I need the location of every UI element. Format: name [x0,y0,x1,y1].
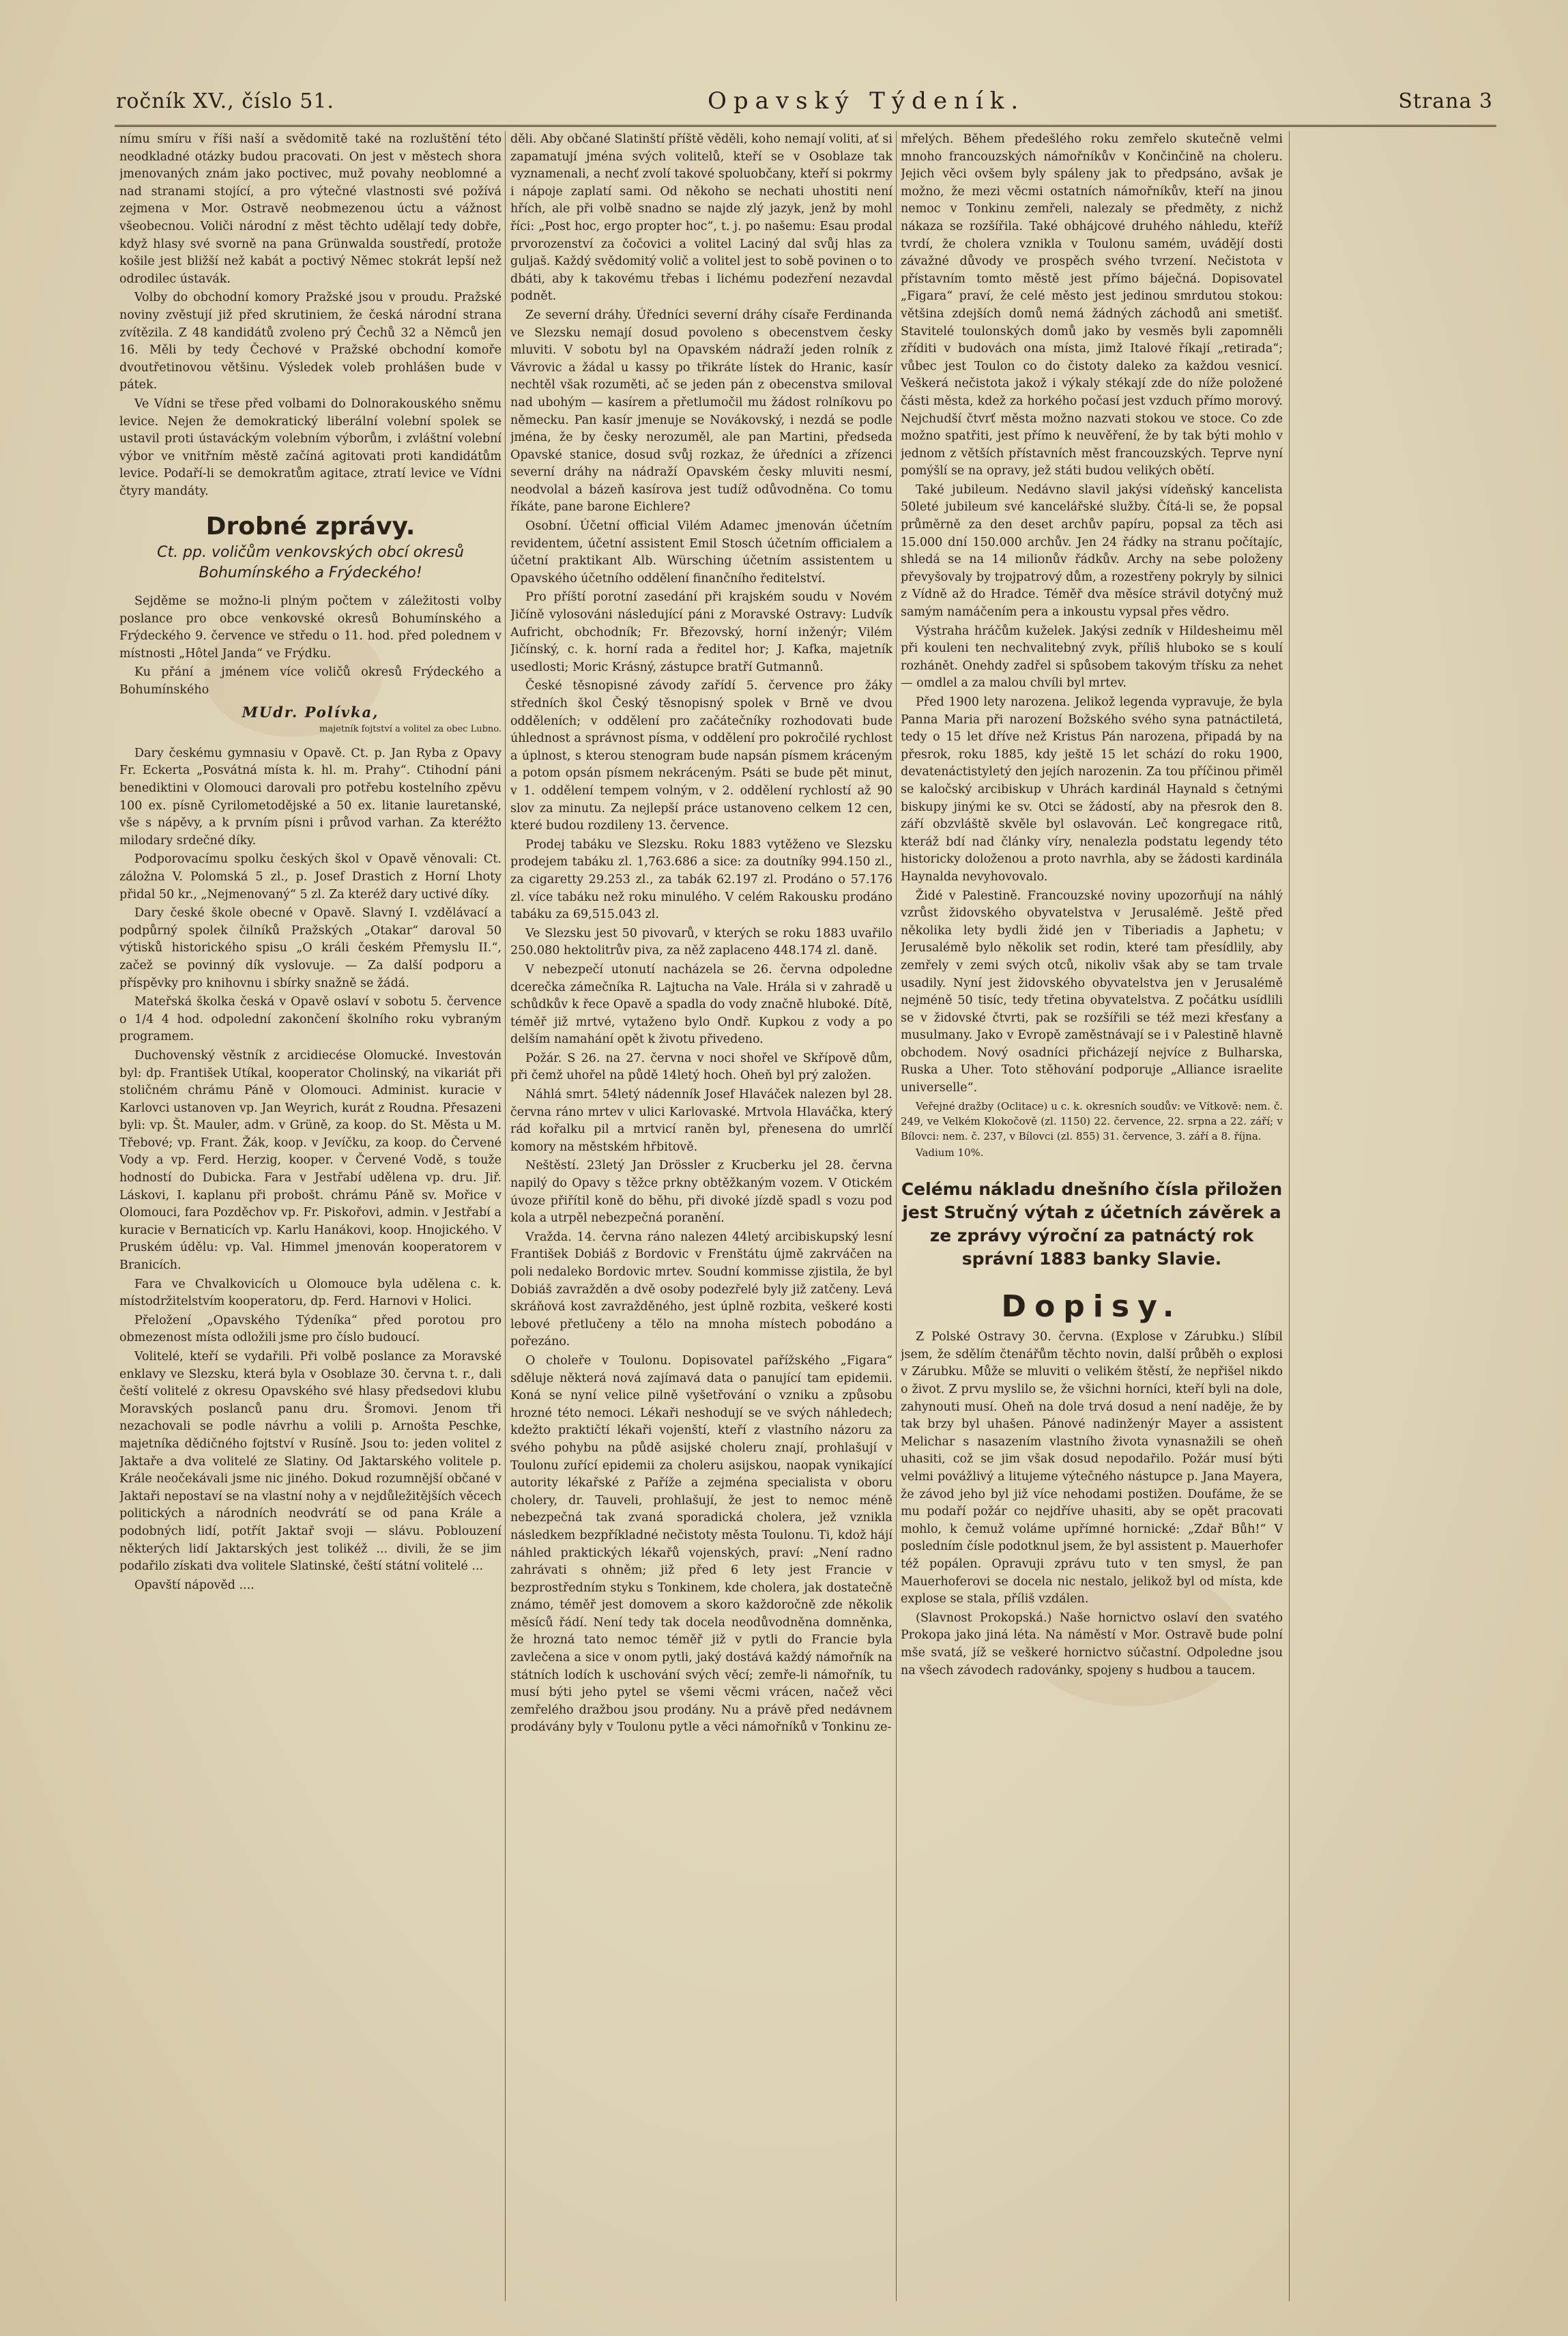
article-paragraph: Výstraha hráčům kuželek. Jakýsi zedník v Hildesheimu měl při kouleni ten nechvalitebný zvyk, příliš hluboko se s koulí rozhánět. Onehdy zadřel si spůsobem takovým třísku za nehet — omdlel a za malou chvíli byl mrtev. [901,624,1283,691]
article-paragraph: Přeložení „Opavského Týdeníka“ před porotou pro obmezenost místa odložili jsme pro číslo budoucí. [119,1313,502,1345]
signature-note: majetník fojtství a volitel za obec Lubno. [319,724,502,735]
page-header [116,81,1493,121]
article-paragraph: Sejděme se možno-li plným počtem v záležitosti volby poslance pro obce venkovské okresů Bohumínského a Frýdeckého 9. července ve středu o 11. hod. před polednem v místnosti „Hôtel Janda“ ve Frýdku. [119,594,502,661]
article-paragraph: Dary českému gymnasiu v Opavě. Ct. p. Jan Ryba z Opavy Fr. Eckerta „Posvátná místa k. hl. m. Prahy“. Ctihodní páni benediktini v Olomouci darovali pro potřebu kostelního zpěvu 100 ex. písně Cyrilometodějské a 50 ex. litanie lauretanské, vše s nápěvy, a k prvním písni i průvod varhan. Za kteréžto milodary srdečné díky. [119,746,502,848]
article-paragraph: Pro příští porotní zasedání při krajském soudu v Novém Jičíně vylosováni následující páni z Moravské Ostravy: Ludvík Aufricht, obchodník; Fr. Březovský, horní inženýr; Vilém Jičínský, c. k. horní rada a ředitel hor; J. Kafka, majetník usedlosti; Moric Krásný, zástupce bratří Gutmannů. [510,590,892,674]
article-paragraph: Ze severní dráhy. Úředníci severní dráhy císaře Ferdinanda ve Slezsku nemají dosud povoleno s obecenstvem česky mluviti. V sobotu byl na Opavském nádraží jeden rolník z Vávrovic a žádal u kassy po třikráte lístek do Hranic, kasír nechtěl však rozuměti, ač se jeden pán z obecenstva smiloval nad ubohým — kasírem a přetlumočil mu žádost rolníkovu po německu. Pan kasír jmenuje se Novákovský, i nezdá se podle jména, že by česky nerozuměl, ale pan Martini, předseda Opavské stanice, dosud svůj rozkaz, že úředníci a zřízenci severní dráhy na nádraží Opavském česky mluviti nesmí, neodvolal a bázeň kasírova jest tudíž odůvodněna. Co tomu říkáte, pane barone Eichlere? [510,308,892,515]
newspaper-title: Opavský Týdeník. [708,87,1026,115]
article-paragraph: Duchovenský věstník z arcidiecése Olomucké. Investován byl: dp. František Utíkal, kooperator Cholinský, na vikariát při stoličném chrámu Páně v Olomouci. Administ. kuracie v Karlovci ustanoven vp. Jan Weyrich, kurát z Roudna. Přesazeni byli: vp. Št. Mauler, adm. v Grüně, za koop. do St. Města u M. Třebové; vp. Frant. Žák, koop. v Jevíčku, za koop. do Červené Vody a vp. Ferd. Herzig, kooper. v Červené Vodě, s touže hodností do Dubicka. Fara v Jestřabí udělena vp. dru. Jiř. Láskovi, I. kaplanu při probošt. chrámu Páně sv. Mořice v Olomouci, fara Pozděchov vp. Fr. Piskořovi, admin. v Jestřabí a kuracie v Bernaticích vp. Karlu Hanákovi, koop. Hnojického. V Pruském údělu: vp. Val. Himmel jmenován kooperatorem v Branicích. [119,1048,502,1273]
column-2 [510,131,892,2315]
article-paragraph: Také jubileum. Nedávno slavil jakýsi vídeňský kancelista 50leté jubileum své kancelářské služby. Čítá-li se, že popsal průměrně za den deset archův papíru, popsal za těch asi 15.000 dní 150.000 archův. Jen 24 řádky na stranu počítajíc, shledá se na 14 milionův řádkův. Archy na sebe položeny převyšovaly by trojpatrový dům, a rozestřeny pokryly by silnici z Vídně až do Hradce. Téměř dva měsíce strávil dotyčný muž samým namáčením pera a inkoustu vypsal přes vědro. [901,482,1283,620]
article-paragraph: Prodej tabáku ve Slezsku. Roku 1883 vytěženo ve Slezsku prodejem tabáku zl. 1,763.686 a sice: za doutníky 994.150 zl., za cigaretty 29.253 zl., za tabák 62.197 zl. Prodáno o 57.176 zl. více tabáku než roku minulého. V celém Rakousku prodáno tabáku za 69,515.043 zl. [510,837,892,922]
column-3 [901,131,1283,2315]
article-paragraph: Mateřská školka česká v Opavě oslaví v sobotu 5. července o 1/4 4 hod. odpolední zakončení školního roku vybraným programem. [119,995,502,1044]
article-paragraph: nímu smíru v říši naší a svědomitě také na rozluštění této neodkladné otázky budou pracovati. On jest v městech shora jmenovaných znám jako poctivec, muž povahy neoblomné a nad stranami stojící, a pro výtečné vlastnosti své požívá zejmena v Mor. Ostravě neobmezenou úctu a vážnost všeobecnou. Voliči národní z měst těchto udělají tedy dobře, když hlasy své svorně na pana Grünwalda soustředí, protože košile jest bližší než kabát a poctivý Němec stokrát lepší než odrodilec ústavák. [119,132,502,286]
page-number: Strana 3 [1398,89,1493,113]
column-divider [1289,131,1290,2301]
article-paragraph: Vražda. 14. června ráno nalezen 44letý arcibiskupský lesní František Dobiáš z Bordovic v Frenštátu újmě zakrváčen na poli nedaleko Bordovic mrtev. Soudní kommisse zjistila, že byl Dobiáš zavražděn a dvě osoby podezřelé byly již zatčeny. Levá skráňová kost zavražděného, jest úplně rozbita, veškeré kosti lebové přetlučeny a tělo na mnoha místech pobodáno a pořezáno. [510,1230,892,1349]
article-paragraph: Volitelé, kteří se vydařili. Při volbě poslance za Moravské enklavy ve Slezsku, která byla v Osoblaze 30. června t. r., dali čeští volitelé z okresu Opavského své hlasy předsedovi klubu Moravských poslanců panu dru. Šromovi. Jenom tři nezachovali se podle návrhu a volili p. Arnošta Peschke, majetníka dědičného fojtství v Rusíně. Jsou to: jeden volitel z Jaktaře a dva volitelé ze Slatiny. Od Jaktarského volitele p. Krále neočekávali jsme nic jiného. Dokud rozumnější občané v Jaktaři nepostaví se na vlastní nohy a v nejdůležitějších věcech politických a národních neodvrátí se od pana Krále a podobných lidí, potřít Jaktař svoji — slávu. Poblouzení některých lidí Jaktarských jest tolikéž ... divili, že se jim podařilo získati dva volitele Slatinské, čeští státní volitelé ... [119,1350,502,1574]
vadium-note: Vadium 10%. [916,1146,984,1159]
article-paragraph: Před 1900 lety narozena. Jelikož legenda vypravuje, že byla Panna Maria při narození Božského svého syna patnáctiletá, tedy o 15 let dříve než Kristus Pán narozena, připadá by na přesrok, roku 1885, kdy ještě 15 let schází do roku 1900, devatenáctistyletý den jejích narozenin. Za tou příčinou přiměl se kaločský arcibiskup v Uhrách kardinál Haynald s četnými biskupy jinými ke sv. Otci se žádostí, aby na přesrok den 8. září obzvláště skvěle byl oslavován. Leč kongregace ritů, kteráž bdí nad články víry, nenalezla podstatu legendy této historicky doloženou a proto navrhla, aby se žádosti kardinála Haynalda nevyhovovalo. [901,695,1283,884]
header-rule [115,125,1496,127]
article-paragraph: Ve Vídni se třese před volbami do Dolnorakouského sněmu levice. Nejen že demokratický liberální volební spolek se ustavil proti ústaváckým volebním výborům, i zvláštní volební výbor ve vnitřním městě začíná agitovati proti kandidátům levice. Podaří-li se demokratům agitace, ztratí levice ve Vídni čtyry mandáty. [119,396,502,498]
article-paragraph: Osobní. Účetní official Vilém Adamec jmenován účetním revidentem, účetní assistent Emil Stosch účetním officialem a účetní praktikant Alb. Würsching účetním assistentem u Opavského účetního oddělení finančního ředitelství. [510,519,892,586]
article-paragraph: České těsnopisné závody zařídí 5. července pro žáky středních škol Český těsnopisný spolek v Brně ve dvou odděleních; v oddělení pro začátečníky rozhodovati bude úhlednost a správnost písma, v oddělení pro pokročilé rychlost a úplnost, s kterou stenogram bude napsán písmem kráceným a potom opsán písmem nekráceným. Psáti se bude pět minut, v 1. oddělení tempem volným, v 2. oddělení rychlostí až 90 slov za minutu. Za nejlepší práce ustanoveno celkem 12 cen, které budou rozdileny 13. července. [510,679,892,833]
appeal-heading: Ct. pp. voličům venkovských obcí okresů Bohumínského a Frýdeckého! [157,544,464,582]
article-paragraph: mřelých. Během předešlého roku zemřelo skutečně velmi mnoho francouzských námořníkův v Končinčině na choleru. Jejich věci ovšem byly spáleny jak to předpsáno, avšak je možno, že mezi věcmi ostatních námořníkův, kteří na jinou nemoc v Tonkinu zemřeli, nalezaly se předměty, z nichž nákaza se rozšířila. Také obhájcové druhého náhledu, kteříž tvrdí, že cholera vznikla v Toulonu samém, uvádějí dosti závažné důvody ve prospěch svého tvrzení. Nečistota v přístavním tomto městě jest přímo báječná. Dopisovatel „Figara“ praví, že celé město jest jedinou smrdutou stokou: většina zdejších domů nemá žádných záchodů ani smetišť. Stavitelé toulonských domů jako by vesměs byli zapomněli zříditi v budovách ona místa, jimž Italové říkají „retirada“; vůbec jest Toulon co do čistoty daleko za každou vesnicí. Veškerá nečistota jakož i výkaly stékají zde do níže položené části města, kdež za horkého počasí jest vzduch přímo morový. Nejchudší čtvrť města možno nazvati stokou ve stoce. Co zde možno spatřiti, jest přímo k neuvěření, že by tak býti mohlo v jednom z větších přístavních měst francouzských. Teprve nyní pomýšlí se na opravy, jež státi budou velikých obětí. [901,132,1283,478]
signature: MUdr. Polívka, [242,703,379,721]
section-title: Dopisy. [1001,1288,1182,1324]
article-paragraph: Ku přání a jménem více voličů okresů Frýdeckého a Bohumínského [119,665,502,697]
article-paragraph: Náhlá smrt. 54letý nádenník Josef Hlaváček nalezen byl 28. června ráno mrtev v ulici Karlovaské. Mrtvola Hlaváčka, který rád kořalku pil a mrtvicí raněn byl, přenesena do umrlčí komory na městském hřbitově. [510,1088,892,1154]
article-paragraph: Židé v Palestině. Francouzské noviny upozorňují na náhlý vzrůst židovského obyvatelstva v Jerusalémě. Ještě před několika lety bydli židé jen v Tiberiadis a Japhetu; v Jerusalémě bylo několik set rodin, které tam přesídlily, aby zemřely v zemi svých otců, nikoliv však aby se tam trvale usadily. Nyní jest židovského obyvatelstva jen v Jerusalémě nejméně 50 tisíc, tedy třetina obyvatelstva. Z počátku usídlili se v židovské čtvrti, pak se rozšířili se též mezi křesťany a musulmany. Jako v Evropě zaměstnávají se i v Palestině hlavně obchodem. Nový osadníci přicházejí nejvíce z Bulharska, Ruska a Uher. Toto stěhování podporuje „Alliance israelite universelle“. [901,889,1283,1095]
auction-notice: Veřejné dražby (Oclitace) u c. k. okresních soudův: ve Vítkově: nem. č. 249, ve Velkém Klokočově (zl. 1150) 22. července, 22. srpna a 22. září; v Bílovci: nem. č. 237, v Bílovci (zl. 855) 31. července, 3. září a 8. října. [901,1099,1283,1142]
article-paragraph: Dary české škole obecné v Opavě. Slavný I. vzdělávací a podpůrný spolek čilníků Pražských „Otakar“ daroval 50 výtisků historického spisu „O králi českém Přemyslu II.“, začež se povinný dík vyslovuje. — Za další podporu a příspěvky pro knihovnu i sbírky snažně se žádá. [119,906,502,990]
article-paragraph: Opavští nápověd .... [134,1578,255,1592]
article-paragraph: (Slavnost Prokopská.) Naše hornictvo oslaví den svatého Prokopa jako jiná léta. Na náměstí v Mor. Ostravě bude polní mše svatá, jíž se veškeré hornictvo súčastní. Odpoledne jsou na všech závodech radovánky, spojeny s hudbou a taucem. [901,1611,1283,1677]
column-divider [896,131,897,2301]
article-paragraph: V nebezpečí utonutí nacházela se 26. června odpoledne dcerečka zámečníka R. Lajtucha na Vale. Hrála si v zahradě u schůdkův k řece Opavě a spadla do vody značně hluboké. Dítě, téměř již mrtvé, vytaženo bylo Ondř. Kupkou z vody a po delším namahání opět k životu přivedeno. [510,962,892,1047]
article-paragraph: Fara ve Chvalkovicích u Olomouce byla udělena c. k. místodržitelstvím kooperatoru, dp. Ferd. Harnovi v Holici. [119,1277,502,1309]
article-paragraph: Neštěstí. 23letý Jan Drössler z Krucberku jel 28. června napilý do Opavy s těžce prkny obtěžkaným vozem. V Otickém úvoze přiřítil koně do běhu, při divoké jízdě spadl s vozu pod kola a utrpěl nebezpečná poranění. [510,1159,892,1226]
article-paragraph: Požár. S 26. na 27. června v noci shořel ve Skřípově dům, při čemž uhořel na půdě 14letý hoch. Oheň byl prý založen. [510,1051,892,1083]
article-paragraph: Ve Slezsku jest 50 pivovarů, v kterých se roku 1883 uvařilo 250.080 hektolitrův piva, za něž zaplaceno 448.174 zl. daně. [510,926,892,958]
article-paragraph: Volby do obchodní komory Pražské jsou v proudu. Pražské noviny zvěstují již před skrutiniem, že česká národní strana zvítězila. Z 48 kandidátů zvoleno prý Čechů 32 a Němců jen 16. Měli by tedy Čechové v Pražské obchodní komoře dvoutřetinovou většinu. Výsledek voleb prohlášen bude v pátek. [119,291,502,392]
issue-label: ročník XV., číslo 51. [116,89,334,113]
column-divider [505,131,506,2301]
article-paragraph: děli. Aby občané Slatinští příště věděli, koho nemají voliti, ať si zapamatují jména svých volitelů, kteří se v Osoblaze tak vyznamenali, a nechť zvolí takové spoluobčany, kteří si pokrmy i nápoje zaplatí sami. Od někoho se nechati uhostiti není hřích, ale při volbě snadno se najde zlý jazyk, jenž by mohl říci: „Post hoc, ergo propter hoc“, t. j. po našemu: Esau prodal prvorozenství za čočovici a volitel Laciný dal svůj hlas za guljaš. Každý svědomitý volič a volitel jest to sobě povinen o to dbáti, aby k takovému třebas i lichému podezření nezavdal podnět. [510,132,892,304]
column-1 [119,131,502,2315]
article-paragraph: Z Polské Ostravy 30. června. (Explose v Zárubku.) Slíbil jsem, že sdělím čtenářům těchto novin, další průběh o explosi v Zárubku. Může se mluviti o velikém štěstí, že nepřišel nikdo o život. Z prvu myslilo se, že všichni horníci, kteří byli na dole, zahynouti musí. Oheň na dole trvá dosud a není naděje, že by tak brzy byl uhašen. Pánové nadinženýr Mayer a assistent Melichar s nasazením vlastního života vynasnažili se oheň uhasiti, což se jim však dosud nepodařilo. Požár musí býti velmi povážlivý a litujeme výtečného nástupce p. Jana Mayera, že závod jeho byl již více nehodami postižen. Doufáme, že se mu podaří požár co nejdříve uhasiti, aby se opět pracovati mohlo, k čemuž voláme upřímné hornické: „Zdař Bůh!“ V posledním čísle podotknul jsem, že byl assistent p. Mauerhofer též popálen. Opravuji zprávu tuto v ten smysl, že pan Mauerhoferovi se docela nic nestalo, jelikož byl od místa, kde explose se stala, příliš vzdálen. [901,1330,1283,1606]
supplement-notice: Celému nákladu dnešního čísla přiložen jest Stručný výtah z účetních závěrek a ze zprávy výroční za patnáctý rok správní 1883 banky Slavie. [901,1179,1283,1269]
article-paragraph: O choleře v Toulonu. Dopisovatel pařížského „Figara“ sděluje některá nová zajímavá data o panující tam epidemii. Koná se nyní velice pilně vyšetřování o vzniku a způsobu hrozné této nemoci. Lékaři neshodují se ve svých náhledech; kdežto praktičtí lékaři vojenští, kteří z vlastního názoru za svého pohybu na půdě asijské choleru znají, prohlašují v Toulonu zuřící epidemii za choleru asijskou, naopak vynikající autority lékařské z Paříže a zejména specialista v oboru cholery, dr. Tauveli, prohlašují, že jest to nemoc méně nebezpečná tak zvaná sporadická cholera, jež vznikla následkem bezpříkladné nečistoty města Toulonu. Ti, kdož hájí náhled praktických lékařů vojenských, praví: „Není radno zahrávati s ohněm; již před 6 lety jest Francie v bezprostředním styku s Tonkinem, kde cholera, jak dostatečně známo, téměř jest domovem a skoro každoročně zde několik měsíců řádí. Není tedy tak docela neodůvodněna domněnka, že hrozná tato nemoc téměř již v pytli do Francie byla zavlečena a sice v onom pytli, jaký dostává každý námořník na státních lodích k uschování svých věcí; zemře-li námořník, tu musí býti jeho pytel se všemi věcmi vrácen, načež věci zemřelého dražbou jsou prodány. Nu a právě před nedávnem prodávány byly v Toulonu pytle a věci námořníků v Tonkinu ze- [510,1353,892,1735]
section-title: Drobné zprávy. [205,513,416,541]
article-paragraph: Podporovacímu spolku českých škol v Opavě věnovali: Ct. záložna V. Polomská 5 zl., p. Josef Drastich z Horní Lhoty přidal 50 kr., „Nejmenovaný“ 5 zl. Za kteréž dary uctivé díky. [119,852,502,902]
